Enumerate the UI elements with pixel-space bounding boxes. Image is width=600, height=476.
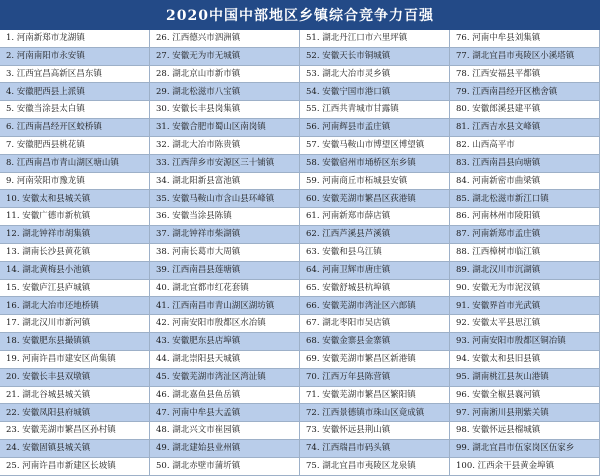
ranking-entry: 37. 湖北钟祥市柴湖镇 bbox=[150, 226, 300, 244]
ranking-entry: 50. 湖北赤壁市蒲圻镇 bbox=[150, 458, 300, 476]
ranking-entry: 75. 湖北宜昌市夷陵区龙泉镇 bbox=[300, 458, 450, 476]
ranking-entry: 93. 河南安阳市殷都区铜冶镇 bbox=[450, 333, 600, 351]
ranking-entry: 48. 湖北兴文市崔园镇 bbox=[150, 422, 300, 440]
ranking-entry: 73. 安徽怀远县荆山镇 bbox=[300, 422, 450, 440]
ranking-entry: 58. 安徽宿州市埇桥区东乡镇 bbox=[300, 155, 450, 173]
ranking-entry: 56. 河南辉县市孟庄镇 bbox=[300, 119, 450, 137]
ranking-entry: 39. 江西南昌县莲塘镇 bbox=[150, 262, 300, 280]
ranking-entry: 44. 湖北崇阳县天城镇 bbox=[150, 351, 300, 369]
ranking-entry: 54. 安徽宁国市港口镇 bbox=[300, 83, 450, 101]
ranking-entry: 77. 湖北宜昌市夷陵区小溪塔镇 bbox=[450, 48, 600, 66]
ranking-entry: 69. 安徽芜湖市繁昌区新港镇 bbox=[300, 351, 450, 369]
ranking-entry: 74. 江西瑞昌市码头镇 bbox=[300, 440, 450, 458]
ranking-entry: 99. 湖北宜昌市伍家岗区伍家乡 bbox=[450, 440, 600, 458]
ranking-entry: 72. 江西景德镇市珠山区竟成镇 bbox=[300, 404, 450, 422]
ranking-entry: 29. 湖北松滋市八宝镇 bbox=[150, 83, 300, 101]
ranking-entry: 53. 湖北大冶市灵乡镇 bbox=[300, 66, 450, 84]
ranking-entry: 16. 湖北大冶市还地桥镇 bbox=[0, 297, 150, 315]
ranking-entry: 8. 江西南昌市青山湖区塘山镇 bbox=[0, 155, 150, 173]
ranking-entry: 49. 湖北建始县业州镇 bbox=[150, 440, 300, 458]
ranking-entry: 52. 安徽天长市铜城镇 bbox=[300, 48, 450, 66]
ranking-entry: 87. 河南新郑市孟庄镇 bbox=[450, 226, 600, 244]
ranking-entry: 9. 河南荥阳市豫龙镇 bbox=[0, 173, 150, 191]
ranking-entry: 35. 安徽马鞍山市含山县环峰镇 bbox=[150, 190, 300, 208]
ranking-entry: 11. 安徽广德市新杭镇 bbox=[0, 208, 150, 226]
ranking-entry: 70. 江西万年县陈营镇 bbox=[300, 369, 450, 387]
ranking-entry: 61. 河南新郑市薛店镇 bbox=[300, 208, 450, 226]
page-title: 2020中国中部地区乡镇综合竞争力百强 bbox=[0, 0, 600, 30]
ranking-entry: 84. 河南新密市曲梁镇 bbox=[450, 173, 600, 191]
ranking-entry: 12. 湖北钟祥市胡集镇 bbox=[0, 226, 150, 244]
ranking-entry: 40. 湖北宜都市红花套镇 bbox=[150, 280, 300, 298]
ranking-entry: 6. 江西南昌经开区蛟桥镇 bbox=[0, 119, 150, 137]
ranking-entry: 97. 河南淅川县荆紫关镇 bbox=[450, 404, 600, 422]
ranking-entry: 95. 湖南桃江县灰山港镇 bbox=[450, 369, 600, 387]
ranking-entry: 86. 河南林州市陵阳镇 bbox=[450, 208, 600, 226]
ranking-entry: 57. 安徽马鞍山市博望区博望镇 bbox=[300, 137, 450, 155]
ranking-entry: 59. 河南商丘市柘城县安镇 bbox=[300, 173, 450, 191]
ranking-entry: 30. 安徽长丰县岗集镇 bbox=[150, 101, 300, 119]
ranking-entry: 76. 河南中牟县刘集镇 bbox=[450, 30, 600, 48]
ranking-entry: 68. 安徽金寨县金寨镇 bbox=[300, 333, 450, 351]
ranking-entry: 98. 安徽怀远县榴城镇 bbox=[450, 422, 600, 440]
ranking-entry: 71. 安徽芜湖市繁昌区繁阳镇 bbox=[300, 387, 450, 405]
ranking-entry: 14. 湖北黄梅县小池镇 bbox=[0, 262, 150, 280]
ranking-entry: 20. 安徽长丰县双墩镇 bbox=[0, 369, 150, 387]
ranking-entry: 41. 江西南昌市青山湖区湖坊镇 bbox=[150, 297, 300, 315]
ranking-entry: 5. 安徽当涂县太白镇 bbox=[0, 101, 150, 119]
ranking-entry: 92. 安徽太平县思江镇 bbox=[450, 315, 600, 333]
ranking-entry: 94. 安徽太和县旧县镇 bbox=[450, 351, 600, 369]
ranking-entry: 24. 安徽固镇县城关镇 bbox=[0, 440, 150, 458]
ranking-entry: 45. 安徽芜湖市湾沚区湾沚镇 bbox=[150, 369, 300, 387]
ranking-entry: 13. 湖南长沙县黄花镇 bbox=[0, 244, 150, 262]
ranking-entry: 1. 河南新郑市龙湖镇 bbox=[0, 30, 150, 48]
ranking-entry: 96. 安徽全椒县襄河镇 bbox=[450, 387, 600, 405]
ranking-entry: 79. 江西南昌经开区樵舍镇 bbox=[450, 83, 600, 101]
ranking-entry: 64. 河南卫辉市唐庄镇 bbox=[300, 262, 450, 280]
ranking-entry: 4. 安徽肥西县上派镇 bbox=[0, 83, 150, 101]
ranking-entry: 15. 安徽庐江县庐城镇 bbox=[0, 280, 150, 298]
ranking-entry: 34. 湖北阳新县富池镇 bbox=[150, 173, 300, 191]
ranking-entry: 22. 安徽凤阳县府城镇 bbox=[0, 404, 150, 422]
ranking-entry: 43. 安徽肥东县店埠镇 bbox=[150, 333, 300, 351]
ranking-entry: 31. 安徽合肥市蜀山区南岗镇 bbox=[150, 119, 300, 137]
ranking-entry: 65. 安徽舒城县杭埠镇 bbox=[300, 280, 450, 298]
ranking-entry: 67. 湖北枣阳市吴店镇 bbox=[300, 315, 450, 333]
ranking-entry: 51. 湖北丹江口市六里坪镇 bbox=[300, 30, 450, 48]
ranking-entry: 89. 湖北汉川市沉湖镇 bbox=[450, 262, 600, 280]
ranking-entry: 3. 江西宜昌高新区昌东镇 bbox=[0, 66, 150, 84]
ranking-entry: 7. 安徽肥西县桃花镇 bbox=[0, 137, 150, 155]
ranking-entry: 18. 安徽肥东县撮镇镇 bbox=[0, 333, 150, 351]
ranking-entry: 23. 安徽芜湖市繁昌区孙村镇 bbox=[0, 422, 150, 440]
ranking-entry: 55. 江西共青城市甘露镇 bbox=[300, 101, 450, 119]
ranking-entry: 10. 安徽太和县城关镇 bbox=[0, 190, 150, 208]
ranking-entry: 91. 安徽界首市光武镇 bbox=[450, 297, 600, 315]
ranking-entry: 81. 江西吉水县文峰镇 bbox=[450, 119, 600, 137]
ranking-entry: 78. 江西安福县平都镇 bbox=[450, 66, 600, 84]
ranking-entry: 33. 江西萍乡市安源区三十铺镇 bbox=[150, 155, 300, 173]
ranking-entry: 46. 湖北嘉鱼县鱼岳镇 bbox=[150, 387, 300, 405]
ranking-entry: 17. 湖北汉川市新河镇 bbox=[0, 315, 150, 333]
ranking-entry: 26. 江西德兴市泗洲镇 bbox=[150, 30, 300, 48]
ranking-table bbox=[0, 30, 600, 476]
ranking-entry: 25. 河南许昌市新建区长坡镇 bbox=[0, 458, 150, 476]
ranking-entry: 83. 江西南昌县向塘镇 bbox=[450, 155, 600, 173]
ranking-entry: 38. 河南长葛市大周镇 bbox=[150, 244, 300, 262]
ranking-entry: 82. 山西高平市 bbox=[450, 137, 600, 155]
ranking-entry: 62. 江西芦溪县芦溪镇 bbox=[300, 226, 450, 244]
ranking-entry: 90. 安徽无为市泥汊镇 bbox=[450, 280, 600, 298]
ranking-entry: 19. 河南许昌市建安区尚集镇 bbox=[0, 351, 150, 369]
ranking-entry: 42. 河南安阳市殷都区水冶镇 bbox=[150, 315, 300, 333]
ranking-entry: 63. 安徽和县乌江镇 bbox=[300, 244, 450, 262]
ranking-entry: 21. 湖北谷城县城关镇 bbox=[0, 387, 150, 405]
ranking-entry: 27. 安徽无为市无城镇 bbox=[150, 48, 300, 66]
ranking-entry: 85. 湖北松滋市新江口镇 bbox=[450, 190, 600, 208]
ranking-entry: 2. 河南南阳市永安镇 bbox=[0, 48, 150, 66]
ranking-entry: 36. 安徽当涂县陈镇 bbox=[150, 208, 300, 226]
ranking-entry: 100. 江西余干县黄金埠镇 bbox=[450, 458, 600, 476]
ranking-entry: 80. 安徽郎溪县建平镇 bbox=[450, 101, 600, 119]
ranking-entry: 28. 湖北京山市新市镇 bbox=[150, 66, 300, 84]
ranking-entry: 60. 安徽芜湖市繁昌区荻港镇 bbox=[300, 190, 450, 208]
ranking-entry: 47. 河南中牟县大孟镇 bbox=[150, 404, 300, 422]
ranking-entry: 66. 安徽芜湖市湾沚区六郎镇 bbox=[300, 297, 450, 315]
ranking-entry: 32. 湖北大冶市陈贵镇 bbox=[150, 137, 300, 155]
ranking-entry: 88. 江西樟树市临江镇 bbox=[450, 244, 600, 262]
